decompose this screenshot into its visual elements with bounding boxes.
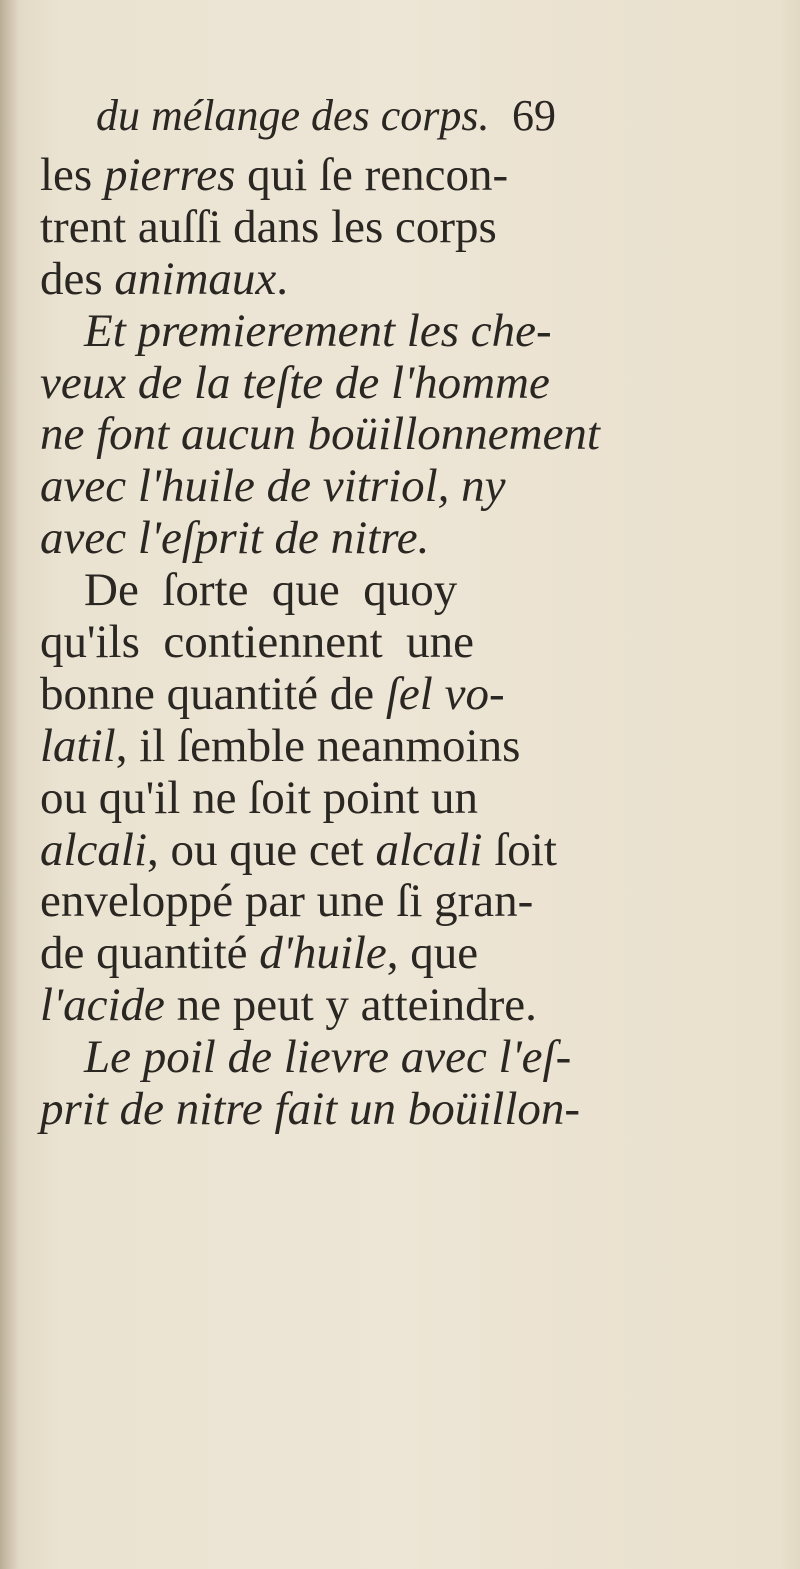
paragraph-start-line [40, 565, 600, 617]
italic-segment: Et premierement les che- [84, 304, 552, 357]
italic-segment: alcali [40, 823, 148, 876]
text-line [40, 980, 600, 1032]
page-header [96, 88, 616, 148]
italic-segment: pierres [103, 149, 236, 201]
text-line [40, 461, 600, 513]
text-line [40, 409, 600, 461]
roman-segment: , il ſemble neanmoins [115, 719, 521, 772]
text-line [40, 669, 600, 721]
page-number: 69 [512, 91, 556, 140]
text-line [40, 825, 600, 877]
text-line [40, 1084, 600, 1136]
roman-segment: qui ſe rencon- [235, 149, 509, 201]
roman-segment: qu'ils contiennent une [40, 616, 474, 669]
italic-segment: alcali [375, 823, 483, 876]
roman-segment: trent auſſi dans les corps [40, 200, 497, 253]
text-line [40, 876, 600, 928]
roman-segment: , que [386, 927, 479, 980]
paragraph-start-line [40, 306, 600, 358]
roman-segment: ſoit [482, 823, 557, 876]
running-head: du mélange des corps. [96, 91, 490, 140]
roman-segment: des [40, 252, 115, 305]
italic-segment: veux de la teſte de l'homme [40, 356, 550, 409]
text-line [40, 513, 600, 565]
roman-segment: , ou que cet [147, 823, 376, 876]
text-line [40, 721, 600, 773]
roman-segment: enveloppé par une ſi gran- [40, 875, 534, 928]
roman-segment: de quantité [40, 927, 260, 980]
paragraph-start-line [40, 1032, 600, 1084]
roman-segment: bonne quantité de [40, 667, 386, 720]
italic-segment: ne font aucun boüillonnement [40, 408, 600, 461]
italic-segment: latil [40, 719, 116, 772]
text-line [40, 254, 600, 306]
roman-segment: De ſorte que quoy [84, 564, 458, 617]
text-line [40, 202, 600, 254]
italic-segment: prit de nitre fait un boüillon- [40, 1083, 581, 1136]
italic-segment: l'acide [40, 979, 165, 1032]
roman-segment: ne peut y atteindre. [164, 979, 537, 1032]
blank-page-area [0, 1220, 800, 1569]
italic-segment: avec l'huile de vitriol, ny [40, 460, 506, 513]
text-line [40, 928, 600, 980]
text-line [40, 617, 600, 669]
body-text [40, 150, 600, 1136]
text-line [40, 773, 600, 825]
italic-segment: avec l'eſprit de nitre. [40, 512, 430, 565]
text-line [40, 358, 600, 410]
italic-segment: d'huile [259, 927, 387, 980]
text-line [40, 150, 600, 202]
italic-segment: Le poil de lievre avec l'eſ- [84, 1031, 572, 1084]
roman-segment: les [40, 149, 104, 201]
italic-segment: ſel vo- [385, 667, 505, 720]
roman-segment: . [276, 252, 289, 305]
italic-segment: animaux [114, 252, 277, 305]
roman-segment: ou qu'il ne ſoit point un [40, 771, 478, 824]
